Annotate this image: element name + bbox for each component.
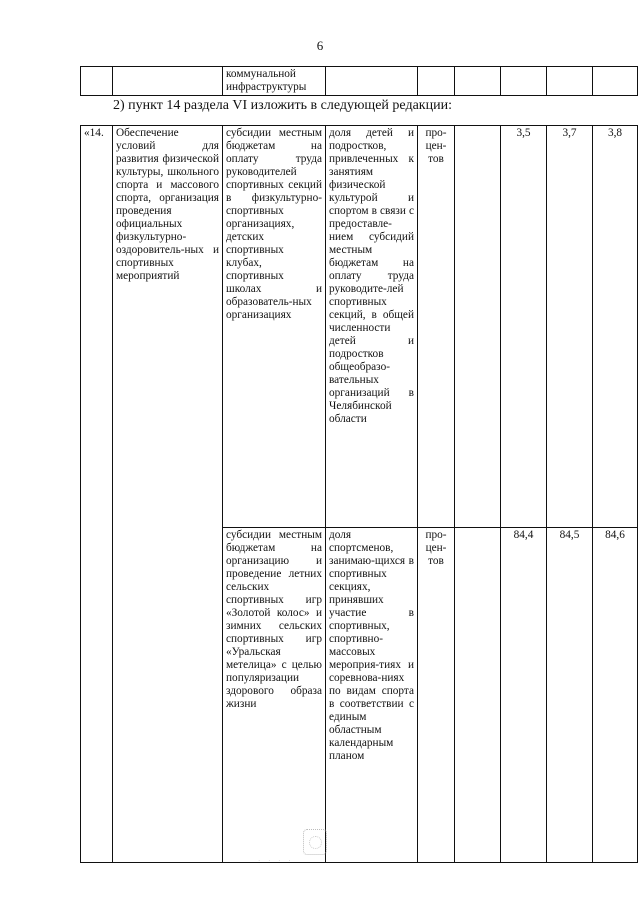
instruction-text: 2) пункт 14 раздела VI изложить в следующей редакции: bbox=[113, 98, 452, 113]
table-row bbox=[81, 126, 638, 528]
row-number: «14. bbox=[81, 126, 113, 863]
value-cell: 84,6 bbox=[593, 528, 638, 863]
indicator-cell: доля спортсменов, занимаю-щихся в спортивных секциях, принявших участие в спортивных, спортивно-массовых мероприя-тиях и соревнова-ниях по видам спорта в соответствии с единым областным календарным планом bbox=[326, 528, 418, 863]
cell-indicator bbox=[326, 67, 418, 96]
value-cell: 3,7 bbox=[547, 126, 593, 528]
scan-artifact: · · · · bbox=[258, 857, 294, 865]
unit-cell: про-цен-тов bbox=[418, 528, 455, 863]
value-cell: 84,5 bbox=[547, 528, 593, 863]
value-cell: 3,8 bbox=[593, 126, 638, 528]
page-number: 6 bbox=[316, 38, 324, 53]
cell-v1 bbox=[455, 67, 501, 96]
empty-cell bbox=[455, 126, 501, 528]
cell-v4 bbox=[593, 67, 638, 96]
cell-v2 bbox=[501, 67, 547, 96]
continued-table-row bbox=[80, 66, 638, 96]
value-cell: 84,4 bbox=[501, 528, 547, 863]
cell-v3 bbox=[547, 67, 593, 96]
measure-cell: субсидии местным бюджетам на оплату труда руководителей спортивных секций в физкультурно-спортивных организациях, детских спортивных клубах, спортивных школах и образователь-ных организациях bbox=[223, 126, 326, 528]
cell-measure: коммунальной инфраструктуры bbox=[223, 67, 326, 96]
indicator-cell: доля детей и подростков, привлеченных к занятиям физической культурой и спортом в связи с предоставле-нием субсидий местным бюджетам на оплату труда руководите-лей спортивных секций, в общей численности детей и подростков общеобразо-вательных организаций в Челябинской области bbox=[326, 126, 418, 528]
empty-cell bbox=[455, 528, 501, 863]
task-cell: Обеспечение условий для развития физической культуры, школьного спорта и массового спорта, организация проведения официальных физкультурно-оздоровитель-ных и спортивных мероприятий bbox=[113, 126, 223, 863]
cell-num bbox=[81, 67, 113, 96]
cell-task bbox=[113, 67, 223, 96]
main-table bbox=[80, 125, 638, 863]
measure-cell: субсидии местным бюджетам на организацию и проведение летних сельских спортивных игр «Золотой колос» и зимних сельских спортивных игр «Уральская метелица» с целью популяризации здорового образа жизни bbox=[223, 528, 326, 863]
cell-unit bbox=[418, 67, 455, 96]
value-cell: 3,5 bbox=[501, 126, 547, 528]
faint-stamp-mark bbox=[303, 829, 327, 855]
unit-cell: про-цен-тов bbox=[418, 126, 455, 528]
